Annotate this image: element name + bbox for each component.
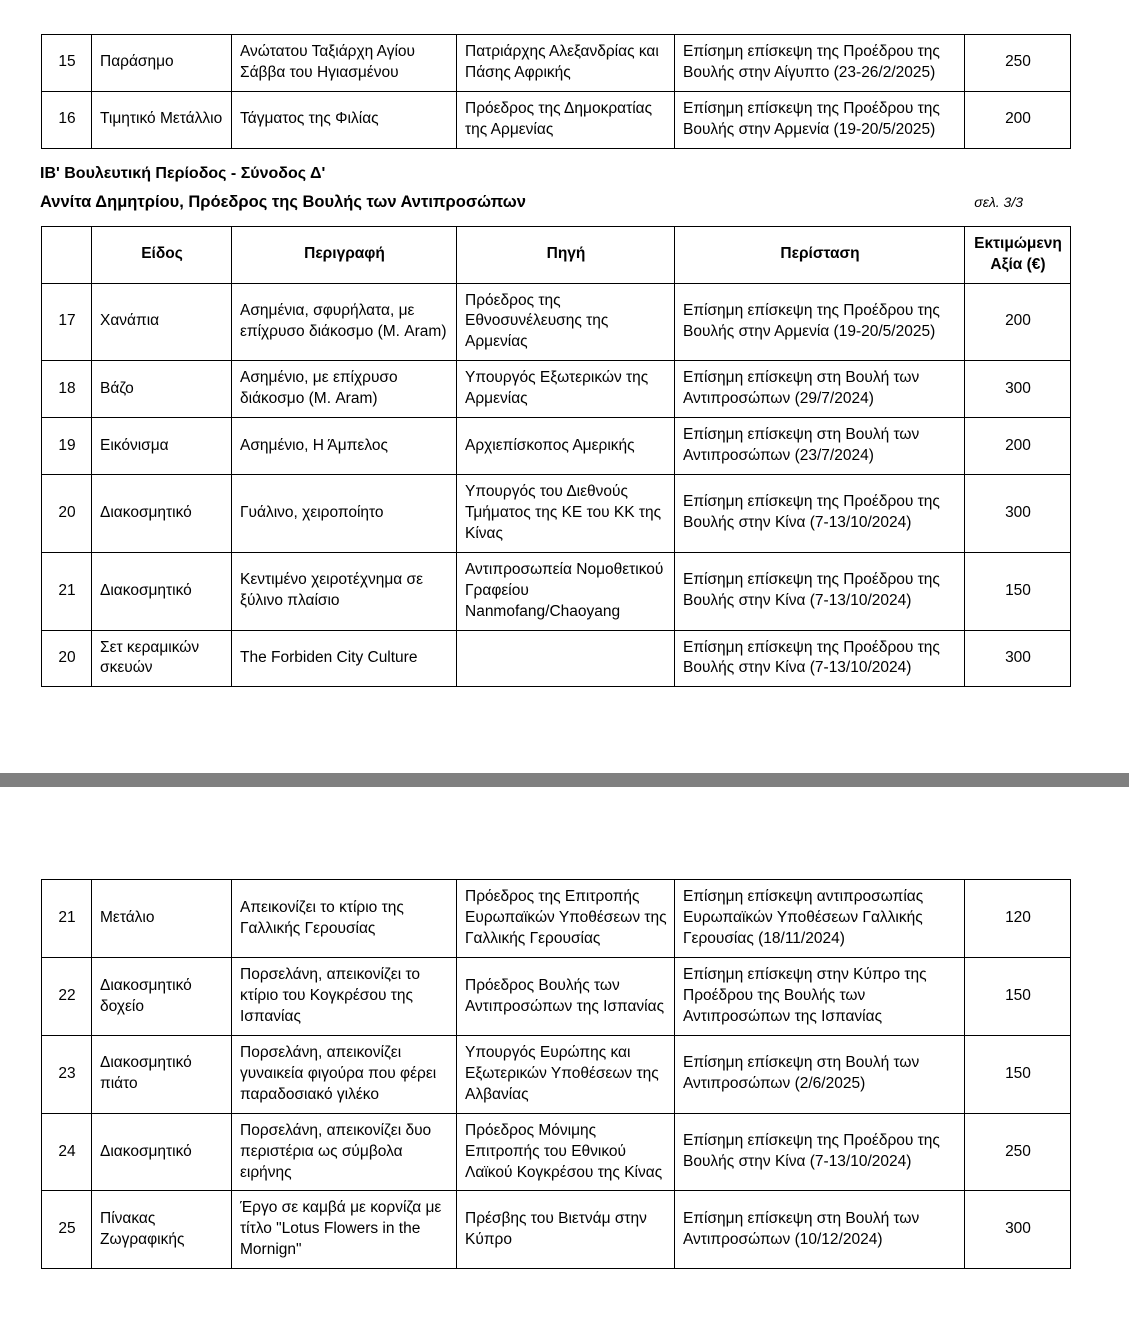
table-row	[42, 1035, 1071, 1113]
column-header-index	[42, 226, 92, 283]
table-header-row	[42, 226, 1071, 283]
row-occasion: Επίσημη επίσκεψη στη Βουλή των Αντιπροσώπων (2/6/2025)	[675, 1035, 965, 1113]
row-description: Κεντιμένο χειροτέχνημα σε ξύλινο πλαίσιο	[232, 552, 457, 630]
next-page-top-spacer	[40, 787, 1089, 879]
row-value: 150	[965, 1035, 1071, 1113]
row-description: Τάγματος της Φιλίας	[232, 91, 457, 148]
row-description: Απεικονίζει το κτίριο της Γαλλικής Γερουσίας	[232, 880, 457, 958]
row-source: Αντιπροσωπεία Νομοθετικού Γραφείου Nanmofang/Chaoyang	[457, 552, 675, 630]
row-description: Πορσελάνη, απεικονίζει το κτίριο του Κογκρέσου της Ισπανίας	[232, 958, 457, 1036]
row-occasion: Επίσημη επίσκεψη της Προέδρου της Βουλής στην Κίνα (7-13/10/2024)	[675, 630, 965, 687]
row-value: 120	[965, 880, 1071, 958]
row-kind: Διακοσμητικό	[92, 552, 232, 630]
column-header-kind: Είδος	[92, 226, 232, 283]
section-headings	[40, 165, 1089, 212]
row-value: 300	[965, 1191, 1071, 1269]
row-kind: Διακοσμητικό	[92, 474, 232, 552]
row-occasion: Επίσημη επίσκεψη της Προέδρου της Βουλής στην Κίνα (7-13/10/2024)	[675, 1113, 965, 1191]
column-header-value: Εκτιμώμενη Αξία (€)	[965, 226, 1071, 283]
row-number: 21	[42, 880, 92, 958]
row-description: Ασημένιο, Η Άμπελος	[232, 418, 457, 475]
row-value: 300	[965, 630, 1071, 687]
row-number: 20	[42, 630, 92, 687]
row-description: Γυάλινο, χειροποίητο	[232, 474, 457, 552]
row-source: Πρέσβης του Βιετνάμ στην Κύπρο	[457, 1191, 675, 1269]
page-number-label: σελ. 3/3	[974, 193, 1023, 210]
row-occasion: Επίσημη επίσκεψη στη Βουλή των Αντιπροσώπων (10/12/2024)	[675, 1191, 965, 1269]
row-kind: Βάζο	[92, 361, 232, 418]
row-description: Ασημένια, σφυρήλατα, με επίχρυσο διάκοσμο (Μ. Aram)	[232, 283, 457, 361]
row-kind: Διακοσμητικό	[92, 1113, 232, 1191]
row-source: Πρόεδρος Μόνιμης Επιτροπής του Εθνικού Λαϊκού Κογκρέσου της Κίνας	[457, 1113, 675, 1191]
row-value: 250	[965, 35, 1071, 92]
row-source: Αρχιεπίσκοπος Αμερικής	[457, 418, 675, 475]
row-source	[457, 630, 675, 687]
table-row	[42, 880, 1071, 958]
gift-table-nextpage-wrapper	[40, 879, 1089, 1269]
row-description: Ανώτατου Ταξιάρχη Αγίου Σάββα του Ηγιασμένου	[232, 35, 457, 92]
column-header-description: Περιγραφή	[232, 226, 457, 283]
row-source: Πρόεδρος της Δημοκρατίας της Αρμενίας	[457, 91, 675, 148]
row-kind: Διακοσμητικό πιάτο	[92, 1035, 232, 1113]
row-source: Υπουργός του Διεθνούς Τμήματος της ΚΕ του ΚΚ της Κίνας	[457, 474, 675, 552]
row-source: Πρόεδρος της Εθνοσυνέλευσης της Αρμενίας	[457, 283, 675, 361]
row-value: 300	[965, 361, 1071, 418]
row-value: 300	[965, 474, 1071, 552]
row-occasion: Επίσημη επίσκεψη στη Βουλή των Αντιπροσώπων (23/7/2024)	[675, 418, 965, 475]
row-occasion: Επίσημη επίσκεψη αντιπροσωπίας Ευρωπαϊκών Υποθέσεων Γαλλικής Γερουσίας (18/11/2024)	[675, 880, 965, 958]
row-number: 22	[42, 958, 92, 1036]
table-row	[42, 1113, 1071, 1191]
row-value: 200	[965, 283, 1071, 361]
row-source: Πρόεδρος Βουλής των Αντιπροσώπων της Ισπανίας	[457, 958, 675, 1036]
row-number: 17	[42, 283, 92, 361]
table-row	[42, 552, 1071, 630]
row-kind: Διακοσμητικό δοχείο	[92, 958, 232, 1036]
speaker-name-title: Αννίτα Δημητρίου, Πρόεδρος της Βουλής των Αντιπροσώπων	[40, 192, 526, 211]
row-occasion: Επίσημη επίσκεψη στη Βουλή των Αντιπροσώπων (29/7/2024)	[675, 361, 965, 418]
gift-table-main-wrapper	[40, 226, 1089, 688]
row-source: Πρόεδρος της Επιτροπής Ευρωπαϊκών Υποθέσεων της Γαλλικής Γερουσίας	[457, 880, 675, 958]
row-kind: Τιμητικό Μετάλλιο	[92, 91, 232, 148]
table-row	[42, 630, 1071, 687]
row-description: Έργο σε καμβά με κορνίζα με τίτλο "Lotus Flowers in the Mornign"	[232, 1191, 457, 1269]
row-number: 21	[42, 552, 92, 630]
row-kind: Σετ κεραμικών σκευών	[92, 630, 232, 687]
row-occasion: Επίσημη επίσκεψη της Προέδρου της Βουλής στην Κίνα (7-13/10/2024)	[675, 474, 965, 552]
row-number: 15	[42, 35, 92, 92]
row-occasion: Επίσημη επίσκεψη στην Κύπρο της Προέδρου της Βουλής των Αντιπροσώπων της Ισπανίας	[675, 958, 965, 1036]
row-number: 24	[42, 1113, 92, 1191]
row-description: Πορσελάνη, απεικονίζει γυναικεία φιγούρα που φέρει παραδοσιακό γιλέκο	[232, 1035, 457, 1113]
row-value: 150	[965, 552, 1071, 630]
gift-table-nextpage	[41, 879, 1071, 1269]
row-occasion: Επίσημη επίσκεψη της Προέδρου της Βουλής στην Κίνα (7-13/10/2024)	[675, 552, 965, 630]
table-row	[42, 1191, 1071, 1269]
table-row	[42, 35, 1071, 92]
row-value: 200	[965, 91, 1071, 148]
row-number: 18	[42, 361, 92, 418]
row-occasion: Επίσημη επίσκεψη της Προέδρου της Βουλής στην Αρμενία (19-20/5/2025)	[675, 283, 965, 361]
row-source: Πατριάρχης Αλεξανδρίας και Πάσης Αφρικής	[457, 35, 675, 92]
column-header-occasion: Περίσταση	[675, 226, 965, 283]
row-value: 150	[965, 958, 1071, 1036]
row-kind: Παράσημο	[92, 35, 232, 92]
gift-table-continuation-wrapper	[40, 34, 1089, 149]
column-header-source: Πηγή	[457, 226, 675, 283]
row-occasion: Επίσημη επίσκεψη της Προέδρου της Βουλής στην Αίγυπτο (23-26/2/2025)	[675, 35, 965, 92]
row-number: 20	[42, 474, 92, 552]
gift-table-main	[41, 226, 1071, 688]
page-bottom-spacer	[40, 687, 1089, 773]
table-row	[42, 283, 1071, 361]
row-kind: Μετάλιο	[92, 880, 232, 958]
table-row	[42, 418, 1071, 475]
row-value: 200	[965, 418, 1071, 475]
row-description: Πορσελάνη, απεικονίζει δυο περιστέρια ως σύμβολα ειρήνης	[232, 1113, 457, 1191]
table-row	[42, 361, 1071, 418]
row-source: Υπουργός Ευρώπης και Εξωτερικών Υποθέσεων της Αλβανίας	[457, 1035, 675, 1113]
row-number: 19	[42, 418, 92, 475]
row-kind: Εικόνισμα	[92, 418, 232, 475]
row-occasion: Επίσημη επίσκεψη της Προέδρου της Βουλής στην Αρμενία (19-20/5/2025)	[675, 91, 965, 148]
row-kind: Πίνακας Ζωγραφικής	[92, 1191, 232, 1269]
row-description: Ασημένιο, με επίχρυσο διάκοσμο (Μ. Aram)	[232, 361, 457, 418]
row-number: 25	[42, 1191, 92, 1269]
row-value: 250	[965, 1113, 1071, 1191]
row-source: Υπουργός Εξωτερικών της Αρμενίας	[457, 361, 675, 418]
table-row	[42, 91, 1071, 148]
table-row	[42, 958, 1071, 1036]
row-description: The Forbiden City Culture	[232, 630, 457, 687]
page-break-divider	[0, 773, 1129, 787]
table-row	[42, 474, 1071, 552]
row-number: 16	[42, 91, 92, 148]
parliamentary-period-title: ΙΒ' Βουλευτική Περίοδος - Σύνοδος Δ'	[40, 164, 326, 182]
row-number: 23	[42, 1035, 92, 1113]
gift-table-continuation	[41, 34, 1071, 149]
row-kind: Χανάπια	[92, 283, 232, 361]
